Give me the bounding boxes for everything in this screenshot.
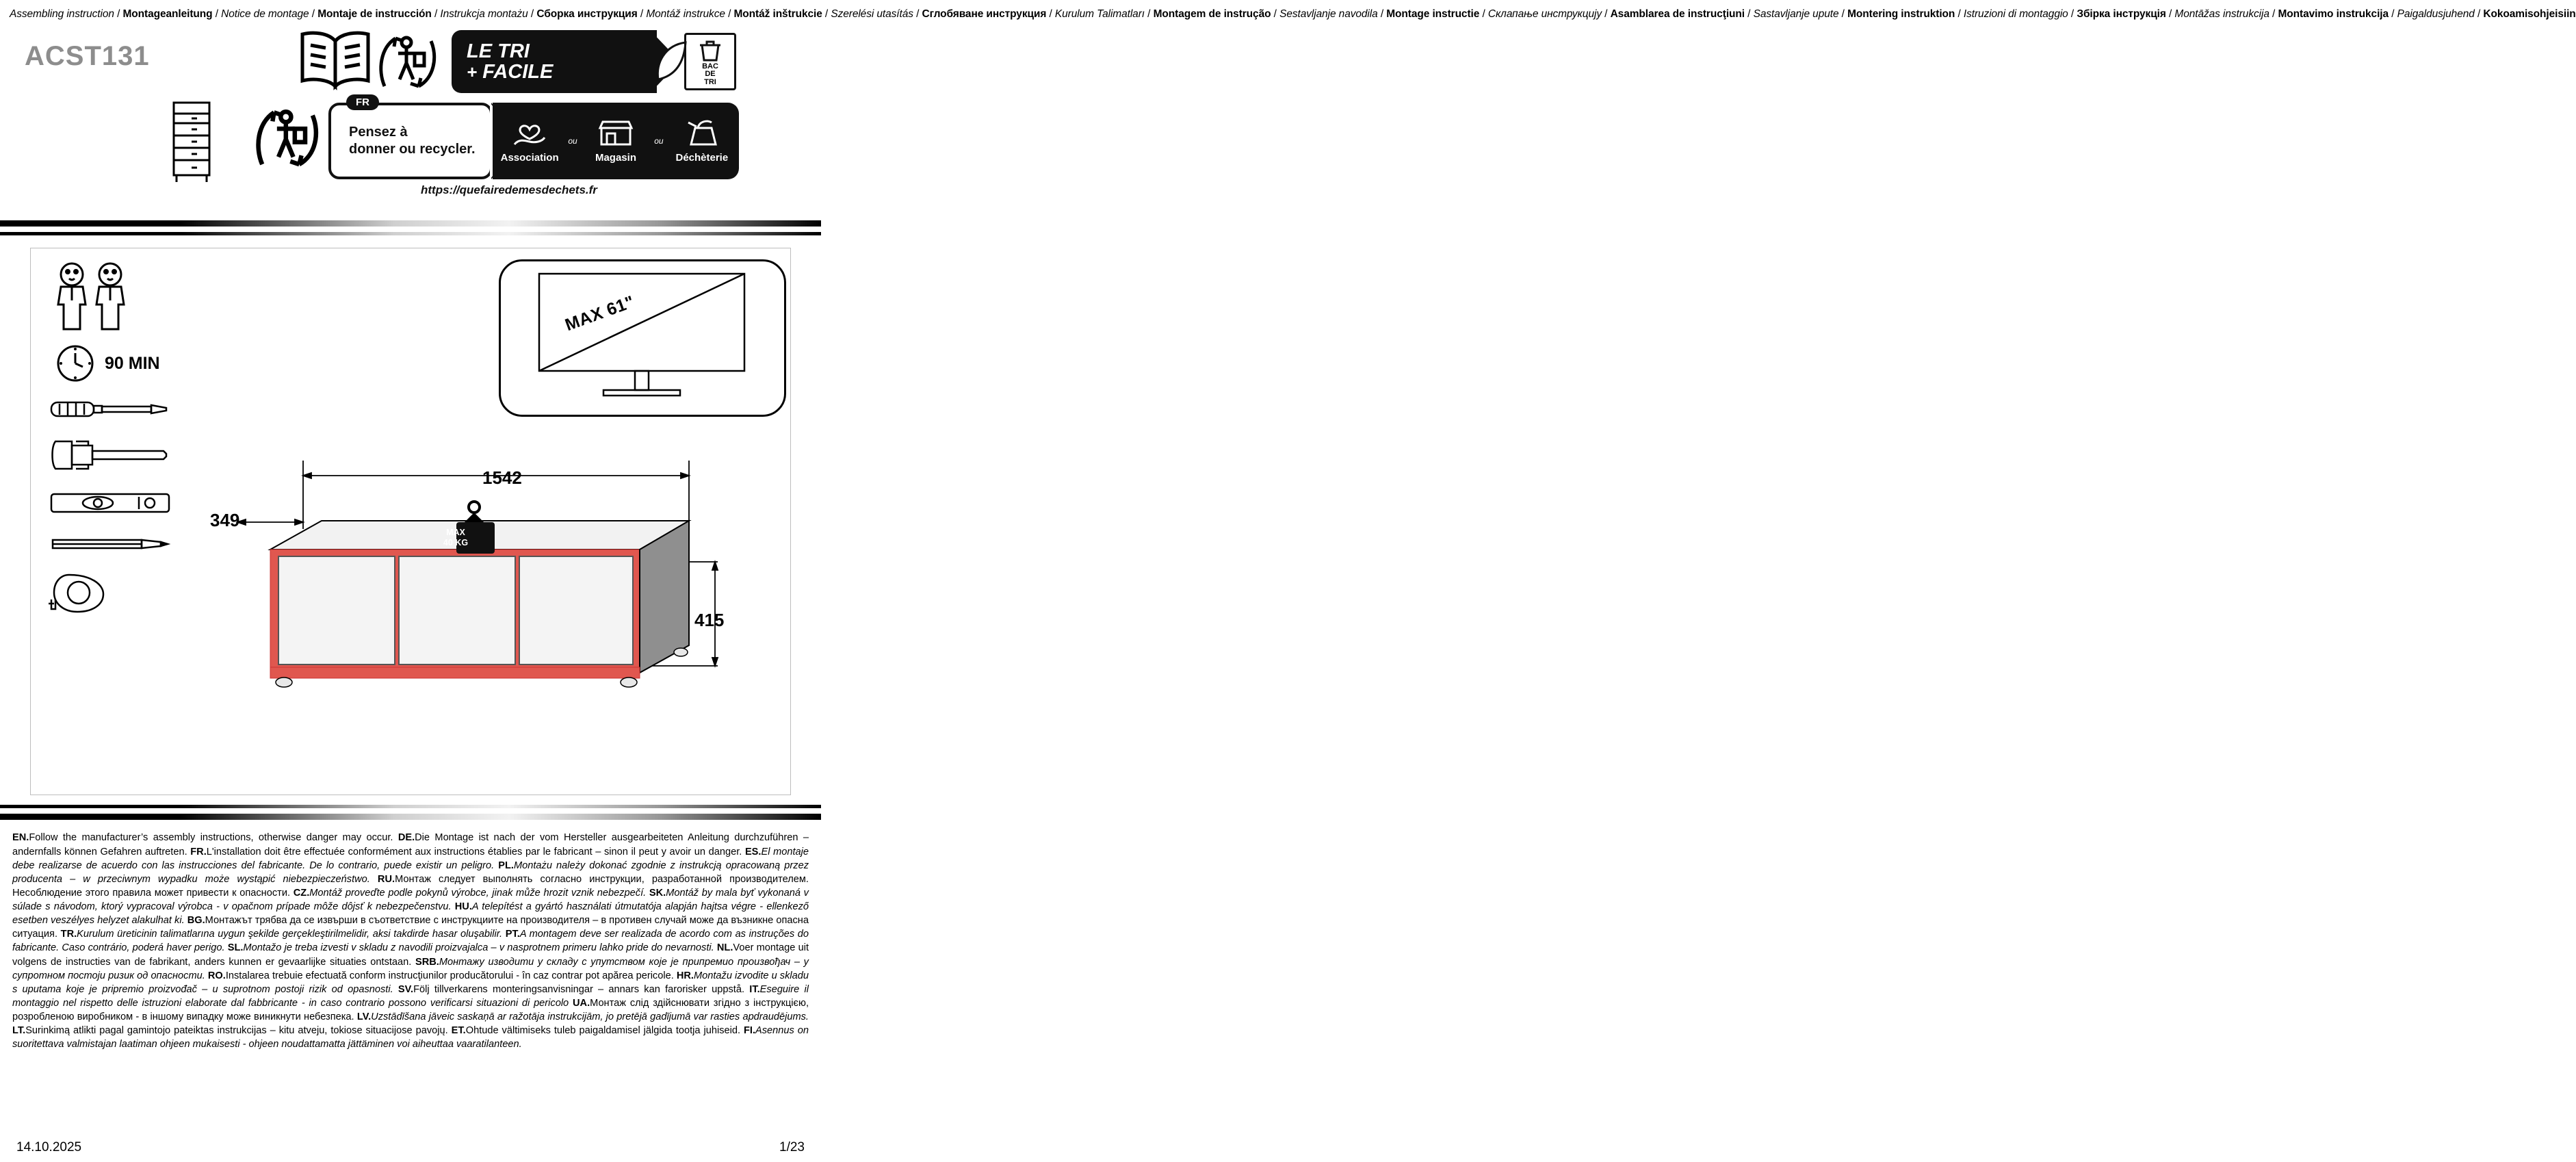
language-title-20: Montāžas instrukcija — [2174, 8, 2269, 20]
clock-icon — [55, 344, 95, 383]
page-footer — [0, 1140, 821, 1155]
option-association — [494, 118, 565, 164]
warning-text-16: Montažu izvodite u skladu s uputama koje je pripremio proizvođač – u suprotnom postoji rizik od opasnosti. — [12, 970, 809, 995]
language-separator: / — [2474, 8, 2484, 20]
warning-text-14: Монтажу изводити у складу с упутством које је припремио произвођач – у супротном постоји ризик од опасности. — [12, 956, 809, 981]
tv-diagram — [501, 261, 784, 415]
warning-text-8: A telepítést a gyártó használati útmutatója alapján hajtsa végre - ellenkező esetben veszélyes helyzet alakulhat ki. — [12, 901, 809, 927]
warning-code-7: SK. — [649, 887, 666, 899]
language-separator: / — [1377, 8, 1387, 20]
warning-code-5: RU. — [377, 873, 395, 885]
tape-measure-icon — [49, 569, 183, 621]
pensez-white-block — [328, 96, 493, 179]
hammer-icon — [49, 436, 183, 479]
language-title-12: Sestavljanje navodila — [1279, 8, 1378, 20]
bac-line-2: DE — [705, 70, 716, 79]
divider-rule-bottom-2 — [0, 814, 821, 820]
language-title-8: Szerelési utasítás — [831, 8, 913, 20]
tools-column — [46, 261, 183, 621]
language-title-17: Montering instruktion — [1847, 8, 1955, 20]
warning-text-12: Montažo je treba izvesti v skladu z navodili proizvajalca – v nasprotnem primeru lahko pride do nevarnosti. — [243, 942, 717, 954]
screwdriver-icon — [49, 396, 183, 426]
warning-code-16: HR. — [676, 970, 694, 981]
language-separator: / — [114, 8, 123, 20]
language-title-3: Montaje de instrucción — [317, 8, 432, 20]
dimension-depth-label: 349 — [210, 510, 240, 531]
option-magasin — [580, 118, 651, 164]
warning-code-18: IT. — [749, 983, 760, 995]
cabinet-diagram — [202, 447, 749, 789]
store-icon — [596, 118, 636, 147]
language-separator: / — [431, 8, 441, 20]
language-separator: / — [637, 8, 647, 20]
max-load-line-2: 40 KG — [443, 537, 469, 547]
language-separator: / — [1955, 8, 1964, 20]
model-code: ACST131 — [25, 41, 150, 72]
warning-text-23: Asennus on suoritettava valmistajan laatiman ohjeen mukaisesti - ohjeen noudattamatta jättäminen voi aiheuttaa vaaratilanteen. — [12, 1025, 809, 1050]
warning-code-6: CZ. — [293, 887, 310, 899]
two-persons-icon — [46, 261, 183, 339]
warning-code-8: HU. — [454, 901, 472, 913]
warning-code-12: SL. — [227, 942, 244, 954]
safety-warning-text — [12, 831, 809, 1051]
language-separator: / — [212, 8, 222, 20]
language-title-4: Instrukcja montażu — [440, 8, 528, 20]
warning-text-22: Ohtude vältimiseks tuleb paigaldamisel jälgida tootja juhiseid. — [465, 1025, 744, 1037]
warning-code-1: DE. — [398, 832, 415, 844]
assembly-overview-panel — [30, 248, 791, 795]
warning-code-23: FI. — [743, 1025, 756, 1037]
language-title-list — [0, 0, 2576, 22]
warning-code-19: UA. — [572, 997, 590, 1009]
warning-text-1: Die Montage ist nach der vom Hersteller ausgearbeiteten Anleitung durchzuführen – andernfalls können Gefahren auftreten. — [12, 832, 809, 857]
dimension-width-label: 1542 — [482, 467, 522, 489]
bac-de-tri-box — [684, 33, 736, 90]
open-book-icon — [294, 27, 376, 94]
warning-text-17: Följ tillverkarens monteringsanvisningar – annars kan farorisker uppstå. — [413, 983, 750, 995]
warning-code-0: EN. — [12, 832, 29, 844]
max-load-label — [437, 528, 475, 547]
divider-rule-top-2 — [0, 232, 821, 235]
language-separator: / — [822, 8, 831, 20]
throw-away-icon — [684, 118, 720, 147]
language-separator: / — [1744, 8, 1754, 20]
tv-max-size-label: MAX 61" — [562, 292, 638, 335]
warning-text-18: Eseguire il montaggio nel rispetto delle istruzioni elaborate dal fabbricante - in caso contrario possono verificarsi situazioni di pericolo — [12, 983, 809, 1009]
warning-code-9: BG. — [187, 915, 205, 927]
language-title-22: Paigaldusjuhend — [2397, 8, 2475, 20]
recycle-person-icon — [375, 27, 441, 96]
assembly-time-label: 90 MIN — [105, 353, 160, 373]
language-separator: / — [2269, 8, 2278, 20]
language-title-7: Montáž inštrukcie — [733, 8, 822, 20]
max-load-line-1: MAX — [446, 528, 465, 538]
option-decheterie-label: Déchèterie — [675, 152, 729, 164]
pensez-options-block — [493, 103, 739, 179]
language-title-13: Montage instructie — [1386, 8, 1480, 20]
warning-text-3: El montaje debe realizarse de acuerdo con las instrucciones del fabricante. De lo contrario, puede existir un peligro. — [12, 846, 809, 871]
warning-code-22: ET. — [451, 1025, 466, 1037]
warning-text-19: Монтаж слід здійснювати згідно з інструкцією, розробленою виробником - в іншому випадку може виникнути небезпека. — [12, 997, 809, 1023]
document-date: 14.10.2025 — [16, 1140, 82, 1154]
recycle-person-icon-2 — [252, 101, 323, 175]
language-separator: / — [1144, 8, 1154, 20]
bac-line-3: TRI — [704, 77, 716, 86]
warning-text-4: Montażu należy dokonać zgodnie z instrukcją opracowaną przez producenta – w przeciwnym wypadku może wystąpić niebezpieczeństwo. — [12, 860, 809, 885]
dimension-height-label: 415 — [694, 610, 725, 631]
language-separator: / — [1271, 8, 1280, 20]
language-separator: / — [1479, 8, 1488, 20]
language-separator: / — [2068, 8, 2077, 20]
option-association-label: Association — [500, 152, 559, 164]
warning-code-20: LV. — [356, 1011, 372, 1023]
header-graphics-area — [0, 22, 821, 220]
language-separator: / — [1046, 8, 1055, 20]
fr-badge: FR — [346, 94, 379, 110]
language-separator: / — [2389, 8, 2397, 20]
tri-plus-sign: + — [467, 62, 478, 83]
warning-text-11: A montagem deve ser realizada de acordo com as instruções do fabricante. Caso contrário, poderá haver perigo. — [12, 929, 809, 954]
pensez-a-donner-banner — [328, 96, 739, 179]
dresser-icon — [164, 97, 219, 190]
language-title-19: Збірка інструкція — [2077, 8, 2166, 20]
language-title-1: Montageanleitung — [122, 8, 213, 20]
language-title-21: Montavimo instrukcija — [2278, 8, 2389, 20]
warning-text-15: Instalarea trebuie efectuată conform instrucţiunilor producătorului - în caz contrar pot apărea pericole. — [225, 970, 677, 981]
warning-text-6: Montáž proveďte podle pokynů výrobce, jinak může hrozit vznik nebezpečí. — [309, 887, 649, 899]
language-title-16: Sastavljanje upute — [1753, 8, 1839, 20]
hand-heart-icon — [512, 118, 547, 147]
spirit-level-icon — [49, 489, 183, 521]
bin-icon — [697, 38, 724, 63]
language-separator: / — [1838, 8, 1848, 20]
warning-text-20: Uzstādīšana jāveic saskaņā ar ražotāja instrukcijām, jo pretējā gadījumā var rasties apdraudējums. — [371, 1011, 809, 1023]
language-separator: / — [913, 8, 922, 20]
le-tri-facile-banner — [452, 30, 739, 93]
warning-code-3: ES. — [744, 846, 762, 857]
warning-code-13: NL. — [716, 942, 733, 954]
warning-code-11: PT. — [505, 929, 520, 940]
language-title-2: Notice de montage — [221, 8, 309, 20]
language-title-15: Asamblarea de instrucţiuni — [1610, 8, 1745, 20]
language-separator: / — [528, 8, 537, 20]
language-title-11: Montagem de instrução — [1153, 8, 1271, 20]
language-title-0: Assembling instruction — [10, 8, 114, 20]
language-title-10: Kurulum Talimatları — [1054, 8, 1145, 20]
language-title-9: Сглобяване инструкция — [922, 8, 1047, 20]
warning-code-15: RO. — [207, 970, 226, 981]
warning-code-21: LT. — [12, 1025, 26, 1037]
warning-text-9: Монтажът трябва да се извърши в съответствие с инструкциите на производителя – в противен случай може да възникне опасна ситуация. — [12, 915, 809, 940]
language-separator: / — [725, 8, 734, 20]
warning-code-17: SV. — [398, 983, 414, 995]
warning-code-14: SRB. — [415, 956, 439, 968]
warning-text-5: Монтаж следует выполнять согласно инструкции, разработанной производителем. Несоблюдение этого правила может привести к опасности. — [12, 873, 809, 899]
language-separator: / — [2165, 8, 2175, 20]
warning-code-10: TR. — [60, 929, 77, 940]
assembly-time-row — [55, 344, 183, 383]
pensez-line-1: Pensez à — [349, 125, 408, 140]
language-title-5: Сборка инструкция — [536, 8, 638, 20]
language-title-6: Montáž instrukce — [646, 8, 725, 20]
ou-label-2: ou — [654, 136, 664, 146]
warning-text-21: Surinkimą atlikti pagal gamintojo pateiktas instrukcijas – kitu atveju, tokiose situacijose pavojų. — [25, 1025, 452, 1037]
warning-code-2: FR. — [190, 846, 207, 857]
warning-code-4: PL. — [498, 860, 514, 871]
tri-line-1: LE TRI — [467, 40, 530, 63]
pensez-line-2: donner ou recycler. — [349, 142, 476, 157]
tri-line-2: FACILE — [482, 61, 554, 83]
option-magasin-label: Magasin — [595, 152, 636, 164]
ou-label-1: ou — [568, 136, 577, 146]
language-title-23: Kokoamisohjeisiin — [2483, 8, 2576, 20]
recycle-url: https://quefairedemesdechets.fr — [421, 183, 597, 197]
option-decheterie — [666, 118, 738, 164]
language-separator: / — [309, 8, 318, 20]
warning-text-13: Voer montage uit volgens de instructies van de fabrikant, anders kunnen er gevaarlijke situaties ontstaan. — [12, 942, 809, 968]
warning-text-7: Montáž by mala byť vykonaná v súlade s návodom, ktorý vypracoval výrobca - v opačnom prípade môže dôjsť k nebezpečenstvu. — [12, 887, 809, 913]
bac-line-1: BAC — [702, 62, 718, 70]
language-separator: / — [1601, 8, 1611, 20]
warning-text-0: Follow the manufacturer’s assembly instructions, otherwise danger may occur. — [29, 832, 398, 844]
divider-rule-top — [0, 220, 821, 227]
warning-text-2: L'installation doit être effectuée conformément aux instructions établies par le fabricant – sinon il peut y avoir un danger. — [206, 846, 745, 857]
language-title-18: Istruzioni di montaggio — [1963, 8, 2068, 20]
warning-text-10: Kurulum üreticinin talimatlarına uygun şekilde gerçekleştirilmelidir, aksi takdirde hasar oluşabilir. — [77, 929, 506, 940]
language-title-14: Склапање инструкцију — [1487, 8, 1602, 20]
tv-max-size-box — [499, 259, 786, 417]
pencil-icon — [49, 532, 183, 558]
page-number: 1/23 — [779, 1140, 805, 1154]
tri-black-block — [452, 30, 657, 93]
